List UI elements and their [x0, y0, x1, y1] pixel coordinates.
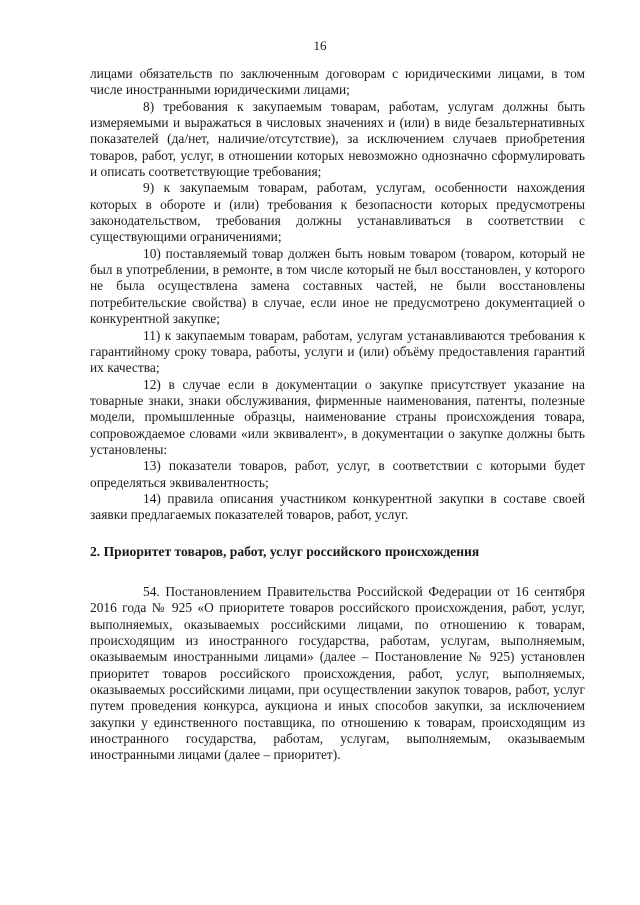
page-number: 16: [313, 38, 327, 53]
paragraph: лицами обязательств по заключенным договорам с юридическими лицами, в том числе иностранными юридическими лицами;: [90, 66, 585, 98]
paragraph: 13) показатели товаров, работ, услуг, в соответствии с которыми будет определяться эквивалентность;: [90, 458, 585, 490]
paragraphs-after: [90, 584, 585, 764]
paragraphs-before: [90, 66, 585, 524]
paragraph: 9) к закупаемым товарам, работам, услугам, особенности нахождения которых в обороте и (или) требования к безопасности которых предусмотрены законодательством, требования должны устанавливаться в соответствии с существующими ограничениями;: [90, 180, 585, 245]
section-heading: 2. Приоритет товаров, работ, услуг российского происхождения: [90, 543, 480, 559]
paragraph: 10) поставляемый товар должен быть новым товаром (товаром, который не был в употреблении, в ремонте, в том числе который не был восстановлен, у которого не была осуществлена замена составных частей, не были восстановлены потребительские свойства) в случае, если иное не предусмотрено документацией о конкурентной закупке;: [90, 245, 585, 327]
paragraph: 11) к закупаемым товарам, работам, услугам устанавливаются требования к гарантийному сроку товара, работы, услуги и (или) объёму предоставления гарантий их качества;: [90, 327, 585, 376]
paragraph: 8) требования к закупаемым товарам, работам, услугам должны быть измеряемыми и выражаться в числовых значениях и (или) в виде безальтернативных показателей (да/нет, наличие/отсутствие), за исключением случаев приобретения товаров, работ, услуг, в отношении которых невозможно однозначно сформулировать и описать соответствующие требования;: [90, 98, 585, 180]
paragraph: 54. Постановлением Правительства Российской Федерации от 16 сентября 2016 года № 925 «О приоритете товаров российского происхождения, работ, услуг, выполняемых, оказываемых российскими лицами, по отношению к товарам, происходящим из иностранного государства, работам, услугам, выполняемым, оказываемым иностранными лицами» (далее – Постановление № 925) установлен приоритет товаров российского происхождения, работ, услуг, выполняемых, оказываемых российскими лицами, при осуществлении закупок товаров, работ, услуг путем проведения конкурса, аукциона и иных способов закупки, за исключением закупки у единственного поставщика, по отношению к товарам, происходящим из иностранного государства, работам, услугам, выполняемым, оказываемым иностранными лицами (далее – приоритет).: [90, 583, 585, 763]
paragraph: 14) правила описания участником конкурентной закупки в составе своей заявки предлагаемых показателей товаров, работ, услуг.: [90, 490, 585, 523]
paragraph: 12) в случае если в документации о закупке присутствует указание на товарные знаки, знаки обслуживания, фирменные наименования, патенты, полезные модели, промышленные образцы, наименование страны происхождения товара, сопровождаемое словами «или эквивалент», в документации о закупке должны быть установлены:: [90, 376, 585, 457]
document-body: [90, 66, 585, 764]
